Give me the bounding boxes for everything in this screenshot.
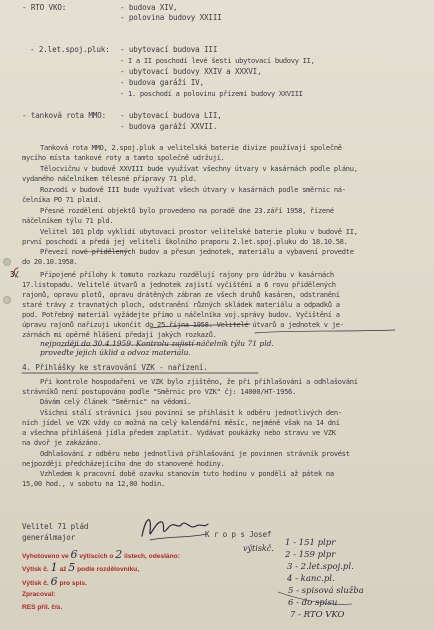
signatory-name: K r o p s Josef	[205, 530, 272, 539]
handwritten-margin-note: nejpozději do 30.4.1959. Kontrolu zajistí náčelník týlu 71 pld.	[40, 339, 274, 348]
assignment-line: - polovina budovy XXIII	[120, 13, 222, 22]
handwritten-distribution-line: 3 - 2.let.spoj.pl.	[287, 562, 354, 572]
handwritten-margin-note: proveďte jejich úklid a odvoz materiálu.	[40, 348, 191, 357]
assignment-line: - budova XIV,	[120, 3, 178, 12]
assignment-line: - budova garáží IV,	[120, 78, 205, 87]
assignment-line: - ubytovací budova LII,	[120, 111, 222, 120]
handwritten-distribution-line: 7 - RTO VKO	[290, 610, 345, 620]
point-4-line: Dávám celý článek "Směrnic" na vědomí.	[40, 397, 191, 406]
point-4-line: nejpozději předcházejícího dne do stanovené hodiny.	[22, 459, 225, 468]
stamp-line: RES přil. čís.	[22, 604, 63, 611]
signatory-rank: generálmajor	[22, 533, 76, 542]
handwritten-distribution-line: 4 - kanc.pl.	[287, 574, 335, 584]
stamp-line: Výtisk č. 1 až 5 podle rozdělovníku,	[22, 561, 140, 574]
unit-label-rto-vko: - RTO VKO:	[22, 3, 67, 12]
paragraph-line: do 20.10.1958.	[22, 257, 78, 266]
paragraph-line: čelníka PO 71 plaid.	[22, 195, 102, 204]
signatory-title: Velitel 71 plád	[22, 522, 89, 531]
point-3-line: Připojené přílohy k tomuto rozkazu rozdělují rajony pro údržbu v kasárnách	[40, 270, 334, 279]
unit-label-spoj-pluk: - 2.let.spoj.pluk:	[30, 45, 110, 54]
point-4-title: 4. Přihlášky ke stravování VZK - nařízení.	[22, 363, 208, 372]
point-3-line: 17.listopadu. Velitelé útvarů a jednotek zajistí vyčištění a 6 rovu přidělených	[22, 280, 336, 289]
handwritten-distribution-line: 2 - 159 plpr	[285, 550, 336, 560]
point-4-line: Vzhledem k pracovní době ozavku stanovím tuto hodinu v pondělí až pátek na	[40, 469, 334, 478]
point-4-line: a všechna přihlášená jídla předem zaplatit. Vydávat poukázky nebo stravu ve VZK	[22, 428, 336, 437]
point-4-line: ních jídel ve VZK vždy co možná na celý kalendářní měsíc, nejméně však na 14 dní	[22, 418, 340, 427]
point-3-label: 3/	[10, 270, 19, 279]
paragraph-line: Přesné rozdělení objektů bylo provedeno na poradě dne 23.září 1958, řízené	[40, 206, 334, 215]
handwritten-distribution-label: výtiskč.	[243, 544, 274, 553]
paragraph-line: Velitel 101 pldp vyklidí ubytovací prostor velitelské baterie pluku v budově II,	[40, 227, 358, 236]
assignment-line: - budova garáží XXVII.	[120, 122, 218, 131]
point-3-line: rajonů, opravu plotů, opravu drátěných zábran ze všech druhů kasáren, odstranění	[22, 290, 340, 299]
point-3-line: úpravu rajonů nařizuji ukončit do 25.října 1958. Velitelé útvarů a jednotek v je-	[22, 320, 344, 329]
point-4-line: strávníků není postupováno podle "Směrnic pro VZK" čj: 14000/HT-1956.	[22, 387, 296, 396]
stamp-line: Výtisk č. 6 pro spis.	[22, 575, 87, 588]
point-4-line: na dvoř je zakázáno.	[22, 438, 102, 447]
point-4-line: 15,00 hod., v sobotu na 12,00 hodin.	[22, 479, 165, 488]
paragraph-line: Rozvodí v budově III bude využívat všech útvary v kasárnách podle směrnic ná-	[40, 185, 346, 194]
handwritten-distribution-line: 1 - 151 plpr	[285, 538, 336, 548]
paragraph-line: první poschodí a předá jej veliteli školního praporu 2.let.spoj.pluku do 18.10.58.	[22, 237, 348, 246]
paragraph-line: Tělocvičnu v budově XXVIII bude využívat všechny útvary v kasárnách podle plánu,	[40, 164, 358, 173]
point-4-line: Všichni stálí strávníci jsou povinni se přihlásit k odběru jednotlivých den-	[40, 408, 342, 417]
paragraph-line: Převezí nové přidělených budov a přesun jednotek, materiálu a vybavení provedte	[40, 247, 354, 256]
stamp-line: Zpracoval:	[22, 591, 56, 598]
stamp-line: Vyhotoveno ve 6 výtiscích o 2 listech, odesláno:	[22, 548, 180, 561]
point-4-line: Odhlašování z odběru nebo jednotlivá přihlašování je povinnen strávník provést	[40, 449, 350, 458]
point-3-line: zárnách mi opěrně hlášení předají jakých rozkazů.	[22, 330, 217, 339]
paragraph-line: náčelníkem týlu 71 pld.	[22, 216, 114, 225]
point-3-line: pod. Potřebný materiál vyžádejte přímo u náčelníka voj.správy budov. Vyčištění a	[22, 310, 340, 319]
paragraph-line: Tanková rota MMO, 2.spoj.pluk a velitelská baterie divize používají společně	[40, 143, 342, 152]
paragraph-line: mycího místa tankové roty a tamto společně udržují.	[22, 153, 225, 162]
handwritten-distribution-line: 6 - do spisu	[288, 598, 338, 608]
point-3-line: staré trávy z travnatých ploch, odstranění různých skládek materiálu a odpadků a	[22, 300, 340, 309]
point-4-line: Při kontrole hospodaření ve VZK bylo zjištěno, že při přihlašování a odhlašování	[40, 377, 358, 386]
assignment-line: - ubytovací budovy XXIV a XXXVI,	[120, 67, 262, 76]
assignment-line: - I a II poschodí levé šesti ubytovací budovy II,	[120, 56, 315, 65]
assignment-line: - ubytovací budova III	[120, 45, 218, 54]
assignment-line: - 1. poschodí a polovinu přízemí budovy XXVIII	[120, 89, 303, 98]
unit-label-tank-company: - tanková rota MMO:	[22, 111, 107, 120]
handwritten-distribution-line: 5 - spisová služba	[288, 586, 364, 596]
paragraph-line: vydaného náčelníkem tělesné přípravy 71 pld.	[22, 174, 197, 183]
